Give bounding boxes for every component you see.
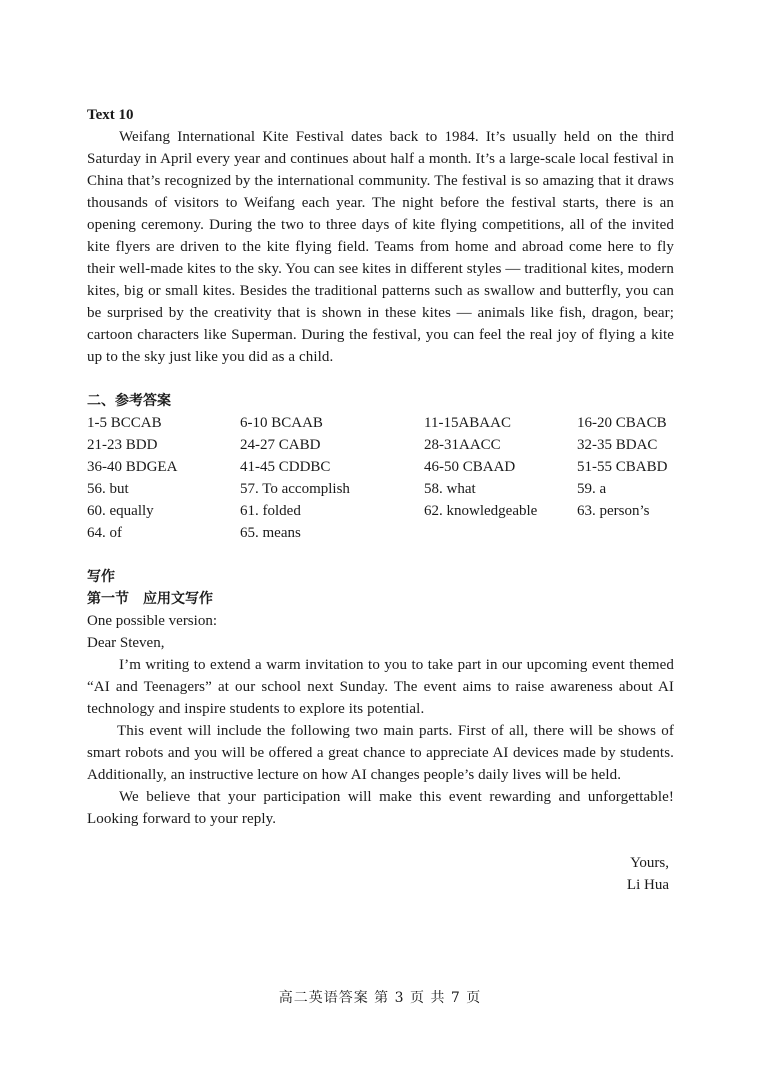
answer-item: 61. folded (240, 503, 301, 519)
answer-item: 41-45 CDDBC (240, 459, 331, 475)
answer-item: 24-27 CABD (240, 437, 321, 453)
page-footer: 高二英语答案 第 3 页 共 7 页 (278, 990, 482, 1006)
answer-item: 16-20 CBACB (577, 415, 667, 431)
answer-item: 56. but (87, 481, 129, 497)
answer-item: 28-31AACC (424, 437, 501, 453)
answer-item: 62. knowledgeable (424, 503, 538, 519)
answer-item: 46-50 CBAAD (424, 459, 516, 475)
text10-paragraph: Weifang International Kite Festival dates back to 1984. It’s usually held on the third Saturday in April every year and continues about half a month. It’s a large-scale local festival in China that’s recognized by the international community. The festival is so amazing that it draws thousands of visitors to Weifang each year. The night before the festival starts, there is an opening ceremony. During the two to three days of kite flying competitions, all of the invited kite flyers are driven to the kite flying field. Teams from home and abroad come here to fly their well-made kites to the sky. You can see kites in different styles — traditional kites, modern kites, big or small kites. Besides the traditional patterns such as swallow and butterfly, you can be surprised by the creativity that is shown in these kites — animals like fish, dragon, bear; cartoon characters like Superman. During the festival, you can feel the real joy of flying a kite up to the sky just like you did as a child. (87, 129, 674, 365)
letter-closing: Yours, (630, 855, 669, 871)
text10-heading: Text 10 (87, 107, 134, 123)
writing-title: 写作 (87, 569, 115, 585)
answer-item: 64. of (87, 525, 122, 541)
answer-item: 58. what (424, 481, 476, 497)
letter-signature: Li Hua (626, 877, 669, 893)
answer-item: 32-35 BDAC (577, 437, 658, 453)
answer-item: 57. To accomplish (240, 481, 350, 497)
answer-grid (87, 412, 674, 544)
letter-salutation: Dear Steven, (87, 635, 165, 651)
answer-item: 21-23 BDD (87, 437, 158, 453)
letter-paragraph-2: This event will include the following two main parts. First of all, there will be shows of smart robots and you will be offered a great chance to appreciate AI devices made by students. Additionally, an instructive lecture on how AI changes people’s daily lives will be held. (87, 723, 674, 783)
answer-item: 36-40 BDGEA (87, 459, 178, 475)
page-content (87, 104, 674, 896)
answer-item: 60. equally (87, 503, 154, 519)
answer-item: 51-55 CBABD (577, 459, 668, 475)
answer-item: 59. a (577, 481, 607, 497)
letter-paragraph-3: We believe that your participation will make this event rewarding and unforgettable! Looking forward to your reply. (87, 789, 674, 827)
answer-item: 11-15ABAAC (424, 415, 511, 431)
answer-item: 6-10 BCAAB (240, 415, 323, 431)
answers-title: 二、参考答案 (87, 393, 171, 409)
letter-paragraph-1: I’m writing to extend a warm invitation to you to take part in our upcoming event themed “AI and Teenagers” at our school next Sunday. The event aims to raise awareness about AI technology and inspire students to explore its potential. (87, 657, 674, 717)
answer-item: 65. means (240, 525, 301, 541)
answer-item: 1-5 BCCAB (87, 415, 162, 431)
writing-intro: One possible version: (87, 613, 217, 629)
writing-section-title: 第一节 应用文写作 (87, 591, 213, 607)
answer-item: 63. person’s (577, 503, 650, 519)
